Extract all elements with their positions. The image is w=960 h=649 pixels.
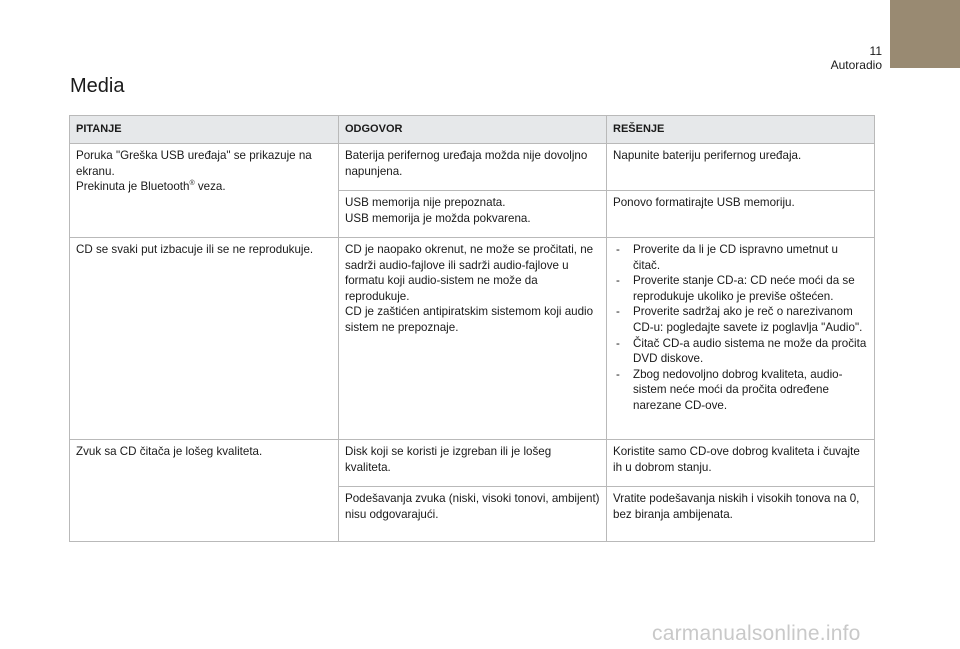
answer-text: USB memorija nije prepoznata. — [345, 196, 506, 209]
list-item: - Proverite da li je CD ispravno umetnut u čitač. — [613, 242, 868, 273]
watermark: carmanualsonline.info — [652, 622, 861, 645]
page-number: 11 — [869, 44, 882, 58]
solution-text: Napunite bateriju perifernog uređaja. — [613, 149, 802, 162]
solution-text: Ponovo formatirajte USB memoriju. — [613, 196, 795, 209]
question-text: CD se svaki put izbacuje ili se ne reprodukuje. — [76, 243, 314, 256]
header-answer: ODGOVOR — [339, 116, 607, 144]
table-row — [70, 238, 875, 440]
solution-cell — [607, 144, 875, 191]
header-solution: REŠENJE — [607, 116, 875, 144]
answer-cell — [339, 191, 607, 238]
list-item: - Zbog nedovoljno dobrog kvaliteta, audio-sistem neće moći da pročita određene narezane CD-ove. — [613, 367, 868, 414]
solution-text: Koristite samo CD-ove dobrog kvaliteta i čuvajte ih u dobrom stanju. — [613, 445, 860, 474]
header-question: PITANJE — [70, 116, 339, 144]
answer-cell — [339, 440, 607, 487]
question-text: Poruka "Greška USB uređaja" se prikazuje na ekranu. — [76, 149, 312, 178]
answer-text: CD je zaštićen antipiratskim sistemom koji audio sistem ne prepoznaje. — [345, 305, 594, 334]
answer-cell — [339, 238, 607, 440]
table-header-row — [70, 116, 875, 144]
question-cell — [70, 144, 339, 238]
solution-cell — [607, 191, 875, 238]
list-item: - Proverite stanje CD-a: CD neće moći da se reprodukuje ukoliko je previše oštećen. — [613, 273, 868, 304]
question-text: Prekinuta je Bluetooth® veza. — [76, 180, 226, 194]
answer-text: Baterija perifernog uređaja možda nije dovoljno napunjena. — [345, 149, 588, 178]
answer-text: CD je naopako okrenut, ne može se pročitati, ne sadrži audio-fajlove ili sadrži audio-fajlove u formatu koji audio-sistem ne može da reprodukuje. — [345, 243, 594, 303]
faq-table — [69, 115, 875, 542]
answer-cell — [339, 144, 607, 191]
chapter-tab — [890, 0, 960, 68]
solution-cell — [607, 238, 875, 440]
answer-text: USB memorija je možda pokvarena. — [345, 211, 531, 225]
answer-text: Podešavanja zvuka (niski, visoki tonovi, ambijent) nisu odgovarajući. — [345, 492, 600, 521]
solution-cell — [607, 440, 875, 487]
solution-cell — [607, 487, 875, 542]
question-cell — [70, 238, 339, 440]
question-cell — [70, 440, 339, 542]
registered-mark: ® — [189, 180, 195, 188]
question-text: Zvuk sa CD čitača je lošeg kvaliteta. — [76, 445, 263, 458]
table-row — [70, 144, 875, 191]
table-row — [70, 440, 875, 487]
chapter-title: Autoradio — [830, 58, 882, 72]
answer-cell — [339, 487, 607, 542]
list-item: - Proverite sadržaj ako je reč o narezivanom CD-u: pogledajte savete iz poglavlja "Audio". — [613, 304, 868, 335]
list-item: - Čitač CD-a audio sistema ne može da pročita DVD diskove. — [613, 336, 868, 367]
answer-text: Disk koji se koristi je izgreban ili je lošeg kvaliteta. — [345, 445, 552, 474]
page-title: Media — [70, 75, 125, 97]
solution-text: Vratite podešavanja niskih i visokih tonova na 0, bez biranja ambijenata. — [613, 492, 860, 521]
solution-list — [613, 242, 868, 414]
